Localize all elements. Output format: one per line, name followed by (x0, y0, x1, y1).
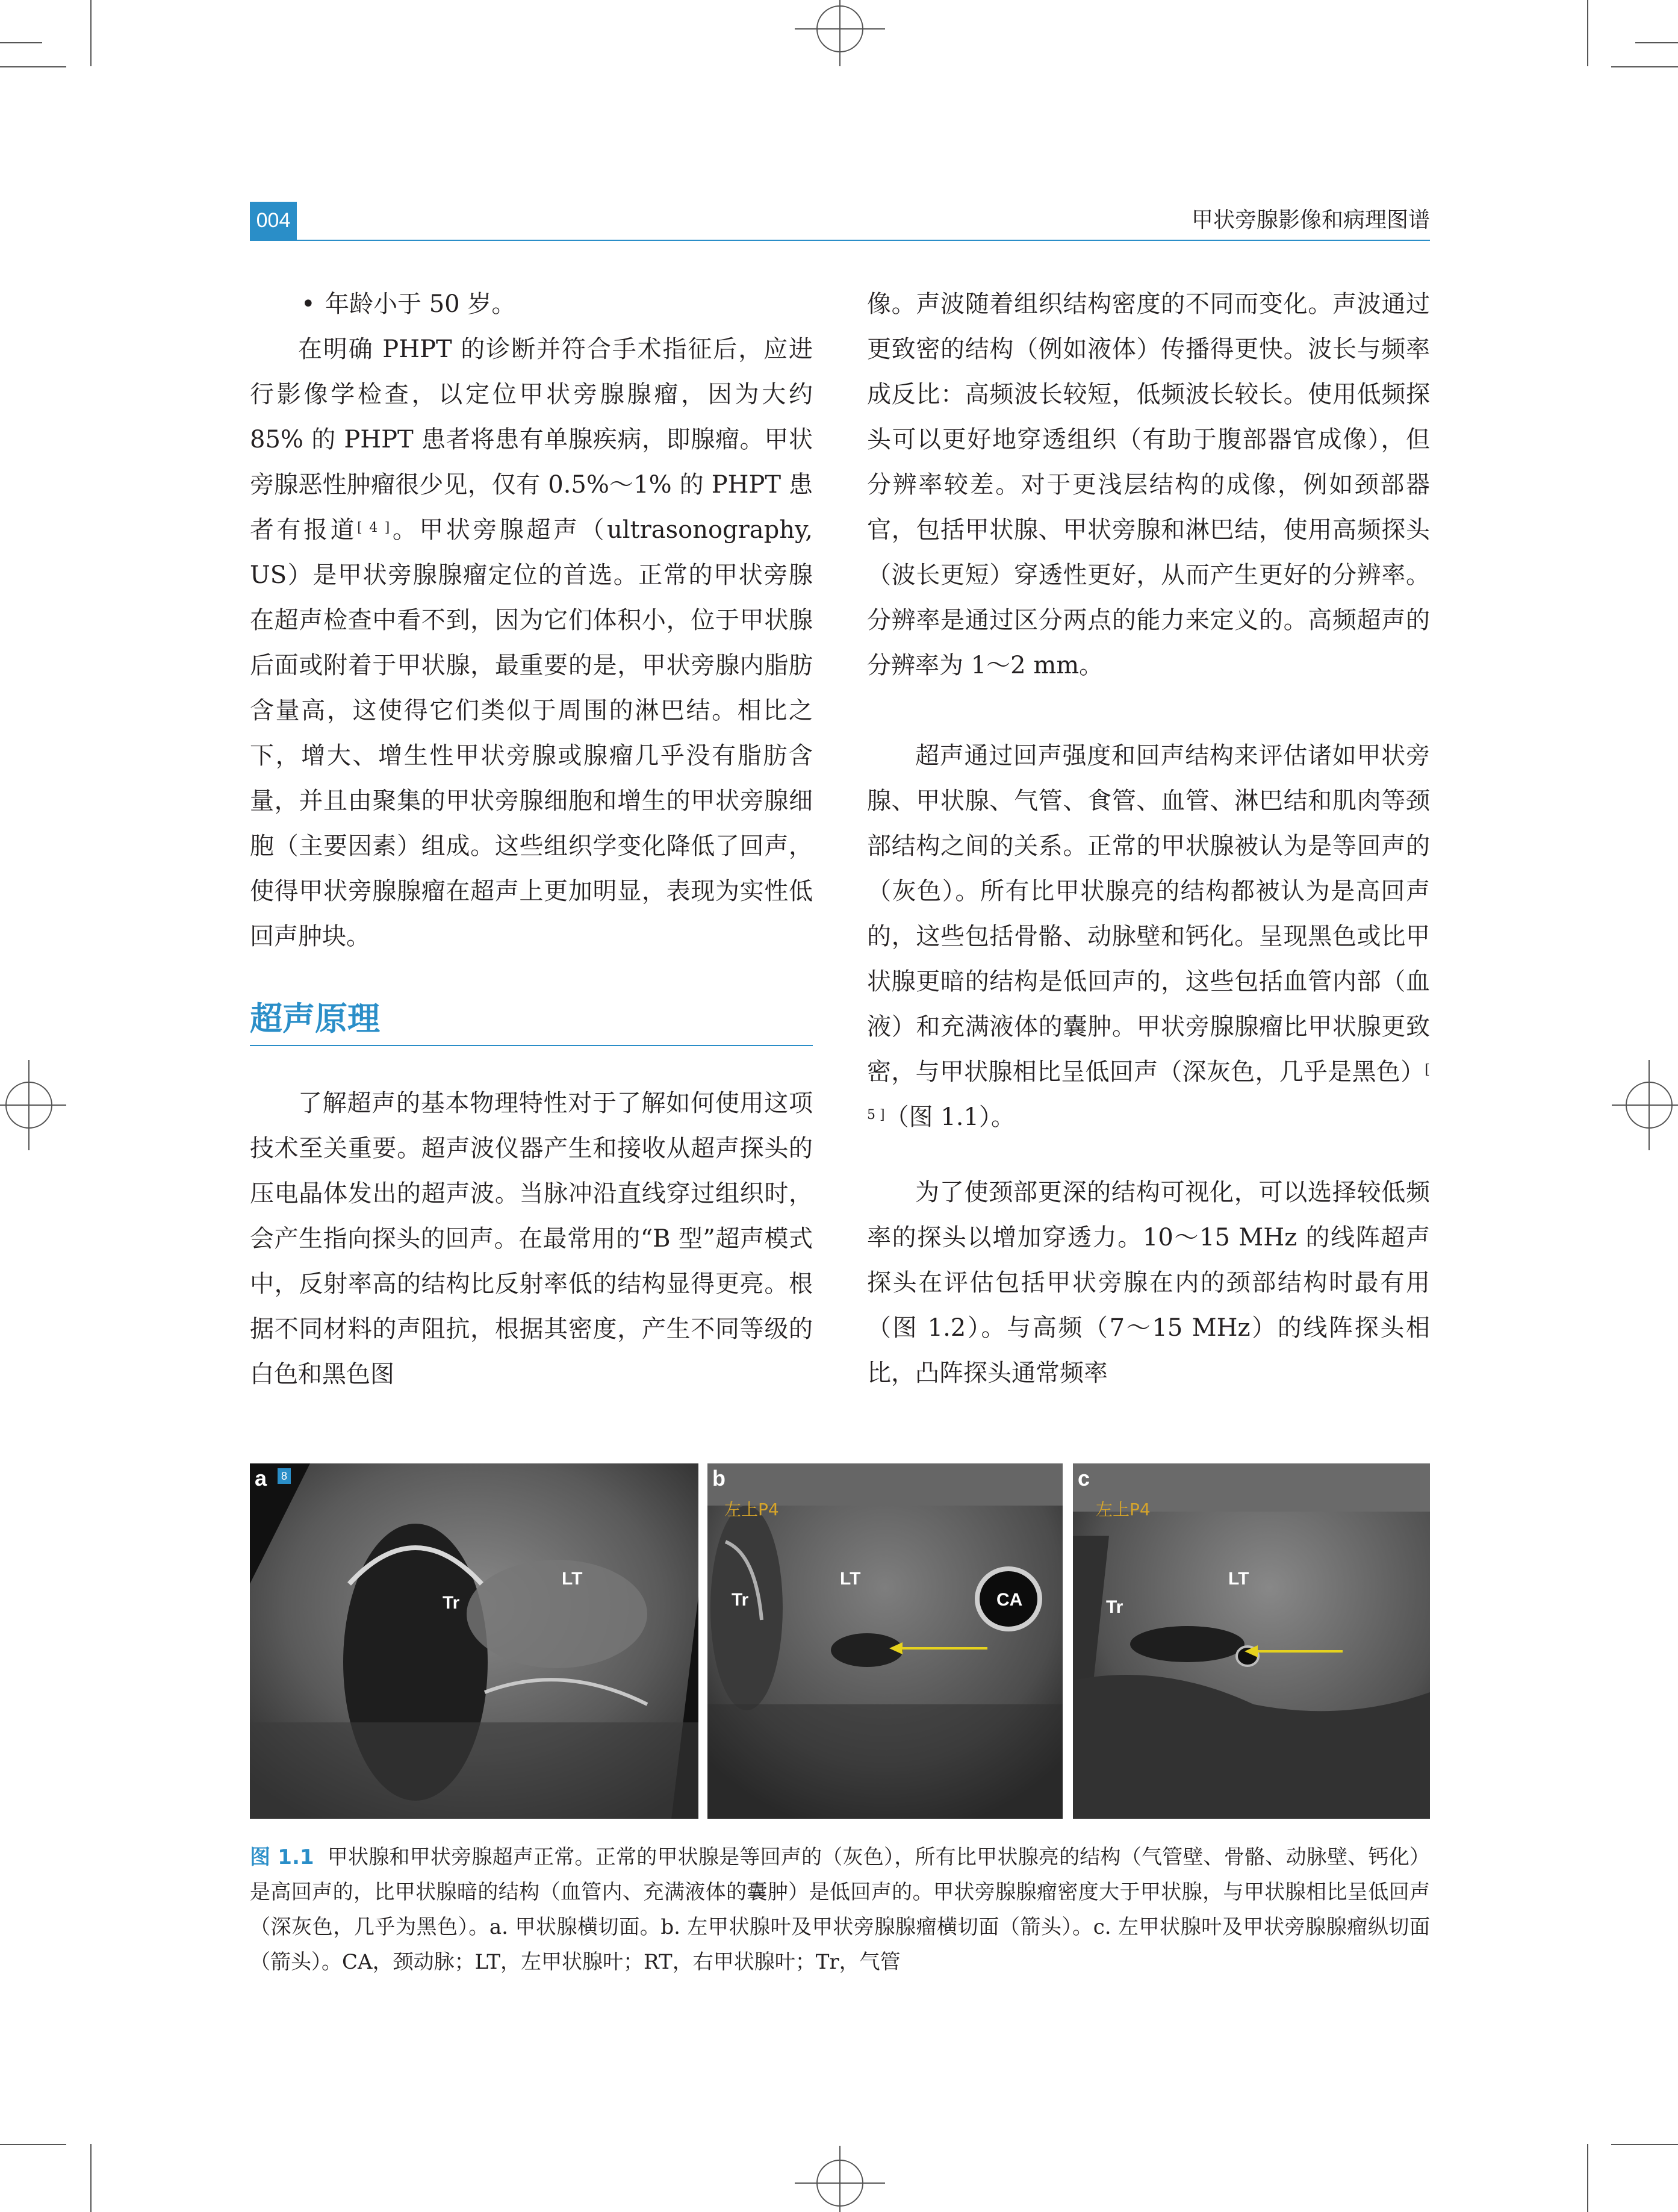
body-text: 。甲状旁腺超声（ultrasonography, US）是甲状旁腺腺瘤定位的首选。正常的甲状旁腺在超声检查中看不到，因为它们体积小，位于甲状腺后面或附着于甲状腺，最重要的是，甲状旁腺内脂肪含量高，这使得它们类似于周围的淋巴结。相比之下，增大、增生性甲状旁腺或腺瘤几乎没有脂肪含量，并且由聚集的甲状旁腺细胞和增生的甲状旁腺细胞（主要因素）组成。这些组织学变化降低了回声，使得甲状旁腺腺瘤在超声上更加明显，表现为实性低回声肿块。 (250, 516, 813, 950)
crop-mark (0, 42, 42, 43)
ultrasound-panel-c (1073, 1463, 1430, 1819)
registration-mark (783, 0, 897, 66)
crop-mark (1611, 2144, 1678, 2145)
caption-label: 图 1.1 (250, 1845, 314, 1869)
registration-mark (783, 2146, 897, 2212)
header-rule (250, 240, 1430, 241)
crop-mark (90, 0, 92, 66)
bullet-dot: • (301, 290, 315, 318)
crop-mark (0, 2144, 66, 2145)
crop-mark (1587, 2144, 1588, 2212)
label-carotid-artery: CA (996, 1590, 1023, 1610)
crop-mark (90, 2144, 92, 2212)
label-trachea: Tr (732, 1590, 749, 1610)
body-text: （图 1.1）。 (884, 1103, 1015, 1131)
panel-label: a (255, 1466, 267, 1491)
citation-ref: [ 5 ] (867, 1062, 1430, 1123)
ultrasound-panel-a (250, 1463, 698, 1819)
panel-label: c (1078, 1466, 1090, 1491)
body-paragraph (250, 1081, 813, 1397)
body-text: 为了使颈部更深的结构可视化，可以选择较低频率的探头以增加穿透力。10～15 MHz 的线阵超声探头在评估包括甲状旁腺在内的颈部结构时最有用（图 1.2）。与高频（7～15 MHz）的线阵探头相比，凸阵探头通常频率 (867, 1179, 1430, 1387)
crop-mark (0, 66, 66, 67)
registration-mark (0, 1048, 66, 1162)
registration-mark (1612, 1048, 1678, 1162)
ultrasound-image-a (250, 1463, 698, 1819)
body-paragraph (250, 327, 813, 959)
label-trachea: Tr (1106, 1597, 1123, 1617)
section-rule (250, 1045, 813, 1046)
body-text: 像。声波随着组织结构密度的不同而变化。声波通过更致密的结构（例如液体）传播得更快。波长与频率成反比：高频波长较短，低频波长较长。使用低频探头可以更好地穿透组织（有助于腹部器官成像），但分辨率较差。对于更浅层结构的成像，例如颈部器官，包括甲状腺、甲状旁腺和淋巴结，使用高频探头（波长更短）穿透性更好，从而产生更好的分辨率。分辨率是通过区分两点的能力来定义的。高频超声的分辨率为 1～2 mm。 (867, 290, 1430, 679)
label-left-thyroid: LT (1228, 1569, 1249, 1589)
body-text: 了解超声的基本物理特性对于了解如何使用这项技术至关重要。超声波仪器产生和接收从超声探头的压电晶体发出的超声波。当脉冲沿直线穿过组织时，会产生指向探头的回声。在最常用的“B 型”超声模式中，反射率高的结构比反射率低的结构显得更亮。根据不同材料的声阻抗，根据其密度，产生不同等级的白色和黑色图 (250, 1089, 813, 1388)
section-title: 超声原理 (250, 1000, 380, 1038)
crop-mark (1611, 66, 1678, 67)
ultrasound-panel-b (707, 1463, 1063, 1819)
page-number: 004 (250, 202, 297, 240)
body-text: 超声通过回声强度和回声结构来评估诸如甲状旁腺、甲状腺、气管、食管、血管、淋巴结和肌肉等颈部结构之间的关系。正常的甲状腺被认为是等回声的（灰色）。所有比甲状腺亮的结构都被认为是高回声的，这些包括骨骼、动脉壁和钙化。呈现黑色或比甲状腺更暗的结构是低回声的，这些包括血管内部（血液）和充满液体的囊肿。甲状旁腺腺瘤比甲状腺更致密，与甲状腺相比呈低回声（深灰色，几乎是黑色） (867, 742, 1430, 1086)
label-trachea: Tr (443, 1593, 460, 1613)
caption-text: 甲状腺和甲状旁腺超声正常。正常的甲状腺是等回声的（灰色），所有比甲状腺亮的结构（气管壁、骨骼、动脉壁、钙化）是高回声的，比甲状腺暗的结构（血管内、充满液体的囊肿）是低回声的。甲状旁腺腺瘤密度大于甲状腺，与甲状腺相比呈低回声（深灰色，几乎为黑色）。a. 甲状腺横切面。b. 左甲状腺叶及甲状旁腺腺瘤横切面（箭头）。c. 左甲状腺叶及甲状旁腺腺瘤纵切面（箭头）。CA，颈动脉；LT，左甲状腺叶；RT，右甲状腺叶；Tr，气管 (250, 1845, 1430, 1974)
crop-mark (1587, 0, 1588, 66)
panel-badge: 8 (278, 1468, 291, 1484)
arrow-icon (1243, 1642, 1343, 1660)
body-paragraph (867, 1170, 1430, 1396)
panel-label: b (712, 1466, 726, 1491)
label-left-thyroid: LT (840, 1569, 861, 1589)
body-paragraph (867, 282, 1430, 688)
figure-caption (250, 1840, 1430, 1980)
crop-mark (1635, 42, 1678, 43)
arrow-icon (888, 1639, 987, 1657)
running-title: 甲状旁腺影像和病理图谱 (1191, 208, 1430, 232)
probe-label: 左上P4 (724, 1500, 779, 1519)
label-left-thyroid: LT (562, 1569, 583, 1589)
bullet-text: 年龄小于 50 岁。 (325, 290, 516, 318)
citation-ref: [ 4 ] (357, 520, 390, 535)
probe-label: 左上P4 (1096, 1500, 1151, 1519)
body-paragraph (867, 734, 1430, 1140)
body-text: 在明确 PHPT 的诊断并符合手术指征后，应进行影像学检查，以定位甲状旁腺腺瘤，因为大约 85% 的 PHPT 患者将患有单腺疾病，即腺瘤。甲状旁腺恶性肿瘤很少见，仅有 0.5%～1% 的 PHPT 患者有报道 (250, 335, 813, 544)
bullet-item (250, 282, 813, 327)
